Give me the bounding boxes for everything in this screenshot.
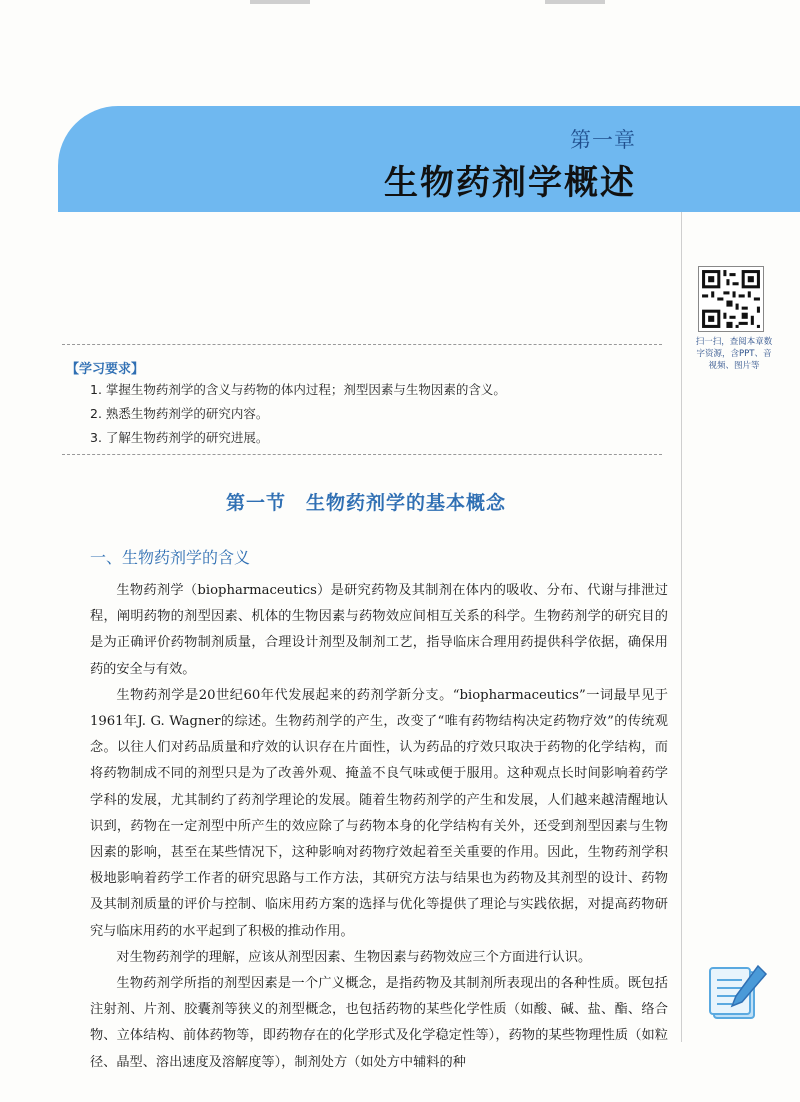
paragraph: 生物药剂学是20世纪60年代发展起来的药剂学新分支。“biopharmaceutics”一词最早见于1961年J. G. Wagner的综述。生物药剂学的产生，改变了“唯有药物结构决定药物疗效”的传统观念。以往人们对药品质量和疗效的认识存在片面性，认为药品的疗效只取决于药物的化学结构，而将药物制成不同的剂型只是为了改善外观、掩盖不良气味或便于服用。这种观点长时间影响着药学学科的发展，尤其制约了药剂学理论的发展。随着生物药剂学的产生和发展，人们越来越清醒地认识到，药物在一定剂型中所产生的效应除了与药物本身的化学结构有关外，还受到剂型因素与生物因素的影响，甚至在某些情况下，这种影响对药物疗效起着至关重要的作用。因此，生物药剂学积极地影响着药学工作者的研究思路与工作方法，其研究方法与结果也为药物及其剂型的设计、药物及其制剂质量的评价与控制、临床用药方案的选择与优化等提供了理论与实践依据，对提高药物研究与临床用药的水平起到了积极的推动作用。: [90, 687, 668, 939]
margin-divider: [681, 212, 682, 1042]
paragraph: 生物药剂学（biopharmaceutics）是研究药物及其制剂在体内的吸收、分布、代谢与排泄过程，阐明药物的剂型因素、机体的生物因素与药物效应间相互关系的科学。生物药剂学的研究目的是为正确评价药物制剂质量，合理设计剂型及制剂工艺，指导临床合理用药提供科学依据，确保用药的安全与有效。: [90, 583, 668, 677]
body-text: [90, 578, 668, 1076]
requirements-heading: 【学习要求】: [66, 362, 145, 377]
qr-code-icon[interactable]: [698, 266, 764, 332]
requirements-list: [90, 378, 660, 450]
subsection-title: 一、生物药剂学的含义: [90, 548, 251, 567]
requirements-top-divider: [62, 344, 662, 345]
requirement-item: 3. 了解生物药剂学的研究进展。: [90, 430, 269, 445]
scan-edge-mark-left: [250, 0, 310, 4]
chapter-title: 生物药剂学概述: [384, 163, 636, 203]
scan-edge-mark-right: [545, 0, 605, 4]
paragraph: 对生物药剂学的理解，应该从剂型因素、生物因素与药物效应三个方面进行认识。: [116, 949, 592, 965]
paragraph: 生物药剂学所指的剂型因素是一个广义概念，是指药物及其制剂所表现出的各种性质。既包括注射剂、片剂、胶囊剂等狭义的剂型概念，也包括药物的某些化学性质（如酸、碱、盐、酯、络合物、立体结构、前体药物等，即药物存在的化学形式及化学稳定性等），药物的某些物理性质（如粒径、晶型、溶出速度及溶解度等），制剂处方（如处方中辅料的种: [90, 976, 668, 1070]
requirement-item: 2. 熟悉生物药剂学的研究内容。: [90, 406, 269, 421]
chapter-number: 第一章: [570, 128, 636, 152]
requirements-bottom-divider: [62, 454, 662, 455]
requirement-item: 1. 掌握生物药剂学的含义与药物的体内过程；剂型因素与生物因素的含义。: [90, 382, 506, 397]
notes-pencil-icon: [708, 962, 770, 1024]
section-title: 第一节 生物药剂学的基本概念: [225, 492, 506, 514]
qr-caption: 扫一扫，查阅本章数字资源，含PPT、音视频、图片等: [695, 337, 773, 371]
